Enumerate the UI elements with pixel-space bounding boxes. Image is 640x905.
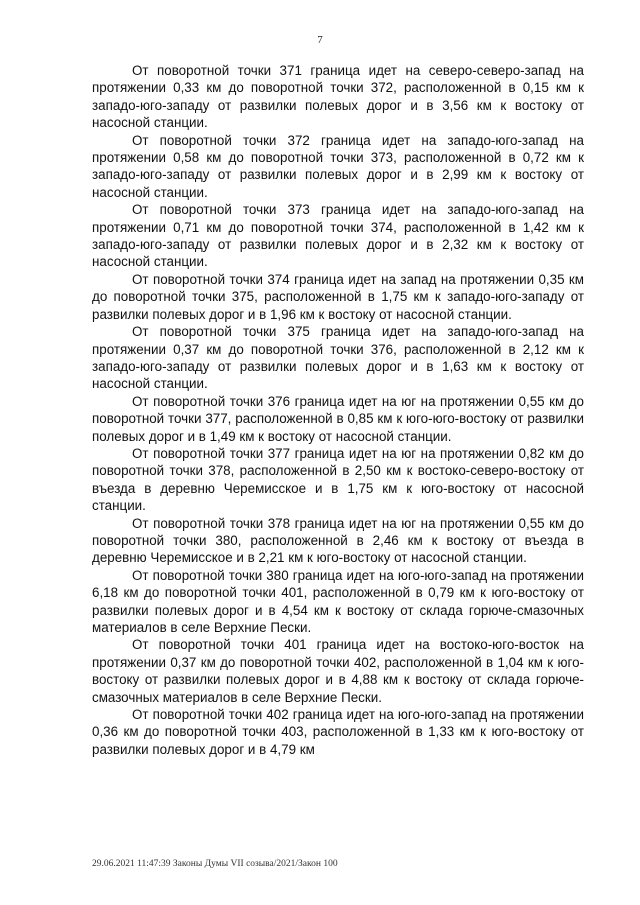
paragraph: От поворотной точки 374 граница идет на запад на протяжении 0,35 км до поворотной точки 375, расположенной в 1,75 км к западо-юго-западу от развилки полевых дорог и в 1,96 км к востоку от насосной станции. (92, 271, 584, 322)
paragraph: От поворотной точки 371 граница идет на северо-северо-запад на протяжении 0,33 км до поворотной точки 372, расположенной в 0,15 км к западо-юго-западу от развилки полевых дорог и в 3,56 км к востоку от насосной станции. (92, 63, 584, 131)
paragraph: От поворотной точки 376 граница идет на юг на протяжении 0,55 км до поворотной точки 377, расположенной в 0,85 км к юго-юго-востоку от развилки полевых дорог и в 1,49 км к востоку от насосной станции. (92, 393, 584, 444)
page-number: 7 (317, 34, 323, 46)
paragraph: От поворотной точки 372 граница идет на западо-юго-запад на протяжении 0,58 км до поворотной точки 373, расположенной в 0,72 км к западо-юго-западу от развилки полевых дорог и в 2,99 км к востоку от насосной станции. (92, 132, 584, 200)
paragraph: От поворотной точки 377 граница идет на юг на протяжении 0,82 км до поворотной точки 378, расположенной в 2,50 км к востоко-северо-востоку от въезда в деревню Черемисское и в 1,75 км к юго-востоку от насосной станции. (92, 445, 584, 514)
document-body (92, 62, 584, 758)
document-footer: 29.06.2021 11:47:39 Законы Думы VII созыва/2021/Закон 100 (92, 859, 338, 869)
paragraph: От поворотной точки 375 граница идет на западо-юго-запад на протяжении 0,37 км до поворотной точки 376, расположенной в 2,12 км к западо-юго-западу от развилки полевых дорог и в 1,63 км к востоку от насосной станции. (92, 324, 584, 392)
paragraph: От поворотной точки 380 граница идет на юго-юго-запад на протяжении 6,18 км до поворотной точки 401, расположенной в 0,79 км к юго-востоку от развилки полевых дорог и в 4,54 км к востоку от склада горюче-смазочных материалов в селе Верхние Пески. (92, 567, 584, 635)
paragraph: От поворотной точки 401 граница идет на востоко-юго-восток на протяжении 0,37 км до поворотной точки 402, расположенной в 1,04 км к юго-востоку от развилки полевых дорог и в 4,88 км к востоку от склада горюче-смазочных материалов в селе Верхние Пески. (92, 637, 584, 705)
paragraph: От поворотной точки 378 граница идет на юг на протяжении 0,55 км до поворотной точки 380, расположенной в 2,46 км к востоку от въезда в деревню Черемисское и в 2,21 км к юго-востоку от насосной станции. (92, 515, 584, 566)
paragraph: От поворотной точки 402 граница идет на юго-юго-запад на протяжении 0,36 км до поворотной точки 403, расположенной в 1,33 км к юго-востоку от развилки полевых дорог и в 4,79 км (92, 707, 584, 757)
paragraph: От поворотной точки 373 граница идет на западо-юго-запад на протяжении 0,71 км до поворотной точки 374, расположенной в 1,42 км к западо-юго-западу от развилки полевых дорог и в 2,32 км к востоку от насосной станции. (92, 202, 584, 270)
